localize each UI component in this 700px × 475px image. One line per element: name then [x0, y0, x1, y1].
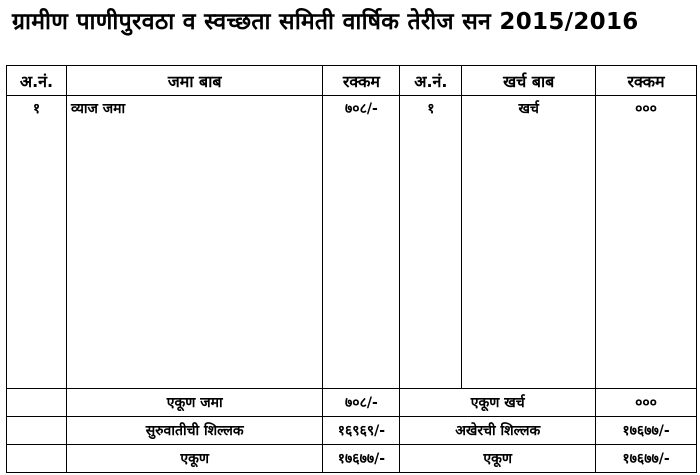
header-income-no: अ.नं.	[7, 66, 67, 96]
balance-row	[7, 417, 697, 445]
total-row	[7, 389, 697, 417]
opening-balance-amount: १६९६९/-	[323, 417, 400, 445]
grand-total-expense-label: एकूण	[400, 445, 596, 473]
income-amount: ७०८/-	[323, 96, 400, 121]
document-title: ग्रामीण पाणीपुरवठा व स्वच्छता समिती वार्षिक तेरीज सन 2015/2016	[12, 9, 639, 35]
header-row	[7, 66, 697, 96]
income-no: १	[7, 96, 67, 121]
header-income-item: जमा बाब	[66, 66, 323, 96]
grand-total-expense-amount: १७६७७/-	[596, 445, 697, 473]
closing-balance-label: अखेरची शिल्लक	[400, 417, 596, 445]
grand-total-income-amount: १७६७७/-	[323, 445, 400, 473]
expense-amount: ०००	[596, 96, 697, 121]
closing-balance-amount: १७६७७/-	[596, 417, 697, 445]
opening-balance-label: सुरुवातीची शिल्लक	[66, 417, 323, 445]
header-expense-amount: रक्कम	[596, 66, 697, 96]
grand-total-income-label: एकूण	[66, 445, 323, 473]
expense-no: १	[400, 96, 462, 121]
table-row	[7, 96, 697, 121]
header-income-amount: रक्कम	[323, 66, 400, 96]
total-income-amount: ७०८/-	[323, 389, 400, 417]
expense-item: खर्च	[462, 96, 596, 121]
trial-balance-table	[6, 65, 697, 473]
empty-body-row	[7, 120, 697, 389]
header-expense-item: खर्च बाब	[462, 66, 596, 96]
total-income-label: एकूण जमा	[66, 389, 323, 417]
header-expense-no: अ.नं.	[400, 66, 462, 96]
total-expense-amount: ०००	[596, 389, 697, 417]
income-item: व्याज जमा	[66, 96, 323, 121]
total-expense-label: एकूण खर्च	[400, 389, 596, 417]
grand-total-row	[7, 445, 697, 473]
